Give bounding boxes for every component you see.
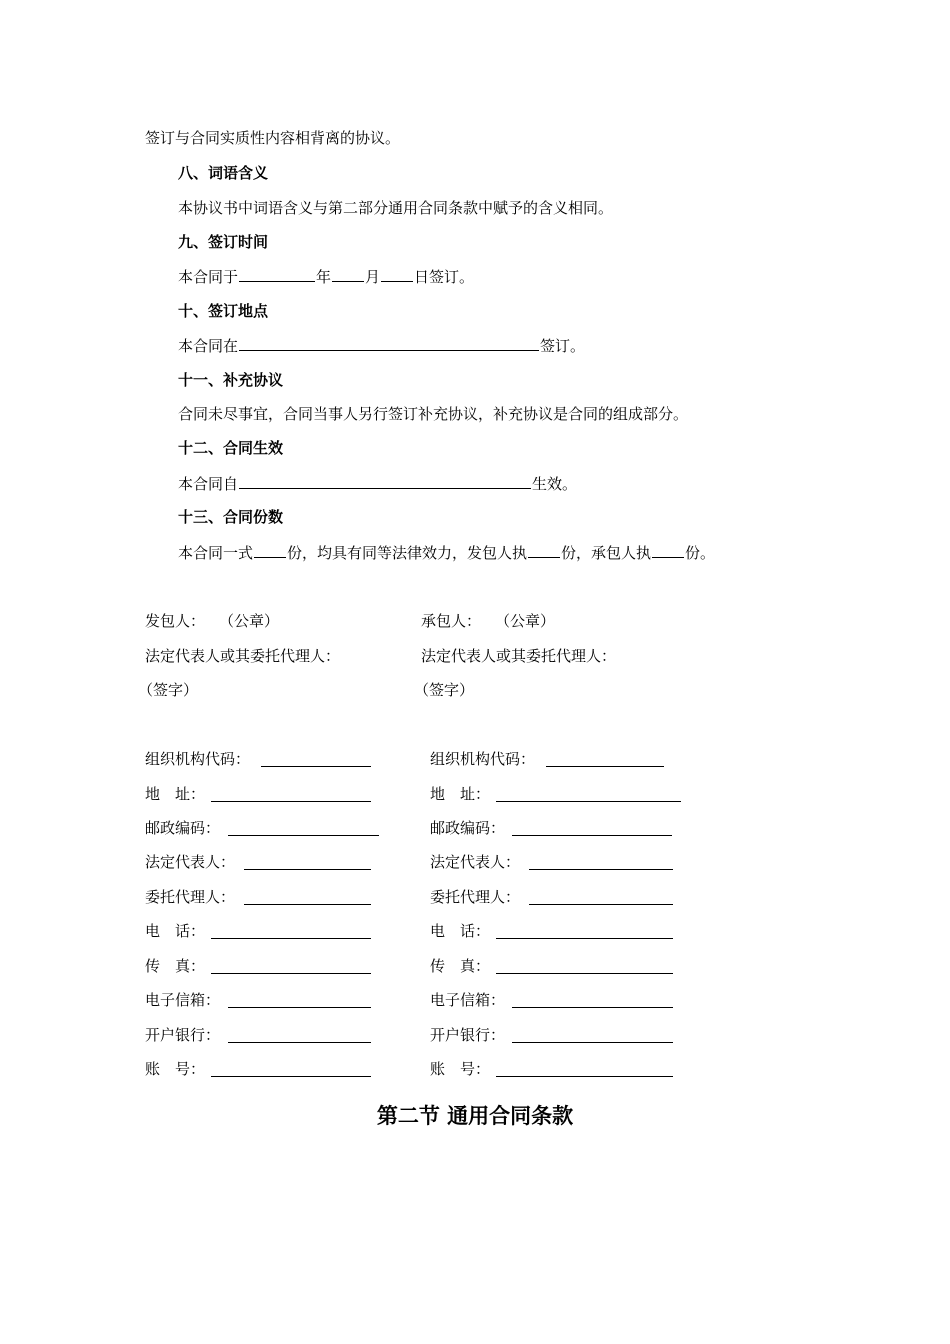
contractor-bank-field[interactable]	[512, 1042, 673, 1043]
contractor-email-field[interactable]	[512, 1007, 673, 1008]
contractor-agent-field[interactable]	[529, 904, 673, 905]
contractor-org-code-field[interactable]	[546, 766, 664, 767]
section-10-heading: 十、签订地点	[178, 302, 269, 320]
contractor-address-label: 地 址：	[430, 785, 491, 803]
employer-account-field[interactable]	[211, 1076, 371, 1077]
contractor-copies-blank[interactable]	[652, 542, 684, 558]
contractor-agent-label: 委托代理人：	[430, 888, 521, 906]
employer-legal-rep-field[interactable]	[244, 869, 371, 870]
employer-bank-field[interactable]	[228, 1042, 371, 1043]
employer-org-code-label: 组织机构代码：	[145, 750, 251, 768]
contractor-seal: （公章）	[495, 612, 556, 630]
section-9-heading: 九、签订时间	[178, 233, 269, 251]
copies-prefix: 本合同一式	[178, 544, 254, 562]
effective-suffix: 生效。	[532, 475, 578, 493]
section-11-heading: 十一、补充协议	[178, 371, 284, 389]
employer-copies-blank[interactable]	[528, 542, 560, 558]
employer-fax-label: 传 真：	[145, 957, 206, 975]
employer-label: 发包人：	[145, 612, 206, 630]
section-9-body	[178, 266, 474, 287]
section-8-body: 本协议书中词语含义与第二部分通用合同条款中赋予的含义相同。	[178, 199, 614, 217]
effective-prefix: 本合同自	[178, 475, 239, 493]
contractor-rep-label: 法定代表人或其委托代理人：	[421, 647, 617, 665]
employer-seal: （公章）	[219, 612, 280, 630]
signing-day-blank[interactable]	[381, 266, 413, 282]
contractor-sign: （签字）	[414, 681, 475, 699]
month-label: 月	[365, 268, 381, 286]
signing-place-suffix: 签订。	[540, 337, 586, 355]
employer-agent-label: 委托代理人：	[145, 888, 236, 906]
day-label: 日签订。	[414, 268, 475, 286]
contractor-org-code-label: 组织机构代码：	[430, 750, 536, 768]
section-12-body	[178, 473, 577, 494]
employer-agent-field[interactable]	[244, 904, 371, 905]
employer-email-label: 电子信箱：	[145, 991, 221, 1009]
signing-place-blank[interactable]	[239, 335, 539, 351]
contractor-phone-label: 电 话：	[430, 922, 491, 940]
intro-tail: 签订与合同实质性内容相背离的协议。	[145, 129, 401, 147]
employer-address-label: 地 址：	[145, 785, 206, 803]
section-13-heading: 十三、合同份数	[178, 508, 284, 526]
contractor-email-label: 电子信箱：	[430, 991, 506, 1009]
copies-contractor: 份，承包人执	[561, 544, 652, 562]
section-title: 第二节 通用合同条款	[376, 1104, 574, 1128]
signing-place-prefix: 本合同在	[178, 337, 239, 355]
employer-account-label: 账 号：	[145, 1060, 206, 1078]
employer-bank-label: 开户银行：	[145, 1026, 221, 1044]
employer-postcode-field[interactable]	[228, 835, 379, 836]
signing-date-prefix: 本合同于	[178, 268, 239, 286]
section-13-body	[178, 542, 715, 563]
section-11-body: 合同未尽事宜，合同当事人另行签订补充协议，补充协议是合同的组成部分。	[178, 405, 689, 423]
section-8-heading: 八、词语含义	[178, 164, 269, 182]
contractor-bank-label: 开户银行：	[430, 1026, 506, 1044]
contractor-legal-rep-label: 法定代表人：	[430, 853, 521, 871]
effective-condition-blank[interactable]	[239, 473, 531, 489]
contractor-label: 承包人：	[421, 612, 482, 630]
employer-fax-field[interactable]	[211, 973, 371, 974]
section-12-heading: 十二、合同生效	[178, 439, 284, 457]
contractor-postcode-label: 邮政编码：	[430, 819, 506, 837]
year-label: 年	[316, 268, 332, 286]
copies-middle: 份，均具有同等法律效力，发包人执	[287, 544, 528, 562]
copies-suffix: 份。	[685, 544, 716, 562]
employer-phone-field[interactable]	[211, 938, 371, 939]
employer-address-field[interactable]	[211, 801, 371, 802]
contractor-legal-rep-field[interactable]	[529, 869, 673, 870]
contractor-fax-field[interactable]	[496, 973, 673, 974]
section-10-body	[178, 335, 585, 356]
contractor-fax-label: 传 真：	[430, 957, 491, 975]
employer-rep-label: 法定代表人或其委托代理人：	[145, 647, 341, 665]
signing-month-blank[interactable]	[332, 266, 364, 282]
employer-email-field[interactable]	[228, 1007, 371, 1008]
signing-year-blank[interactable]	[239, 266, 315, 282]
employer-seal-row	[145, 611, 279, 631]
contractor-account-label: 账 号：	[430, 1060, 491, 1078]
employer-postcode-label: 邮政编码：	[145, 819, 221, 837]
employer-phone-label: 电 话：	[145, 922, 206, 940]
contractor-address-field[interactable]	[496, 801, 681, 802]
contractor-postcode-field[interactable]	[512, 835, 672, 836]
employer-legal-rep-label: 法定代表人：	[145, 853, 236, 871]
total-copies-blank[interactable]	[254, 542, 286, 558]
contractor-phone-field[interactable]	[496, 938, 673, 939]
contractor-seal-row	[421, 611, 555, 631]
employer-sign: （签字）	[138, 681, 199, 699]
employer-org-code-field[interactable]	[261, 766, 371, 767]
contractor-account-field[interactable]	[496, 1076, 673, 1077]
